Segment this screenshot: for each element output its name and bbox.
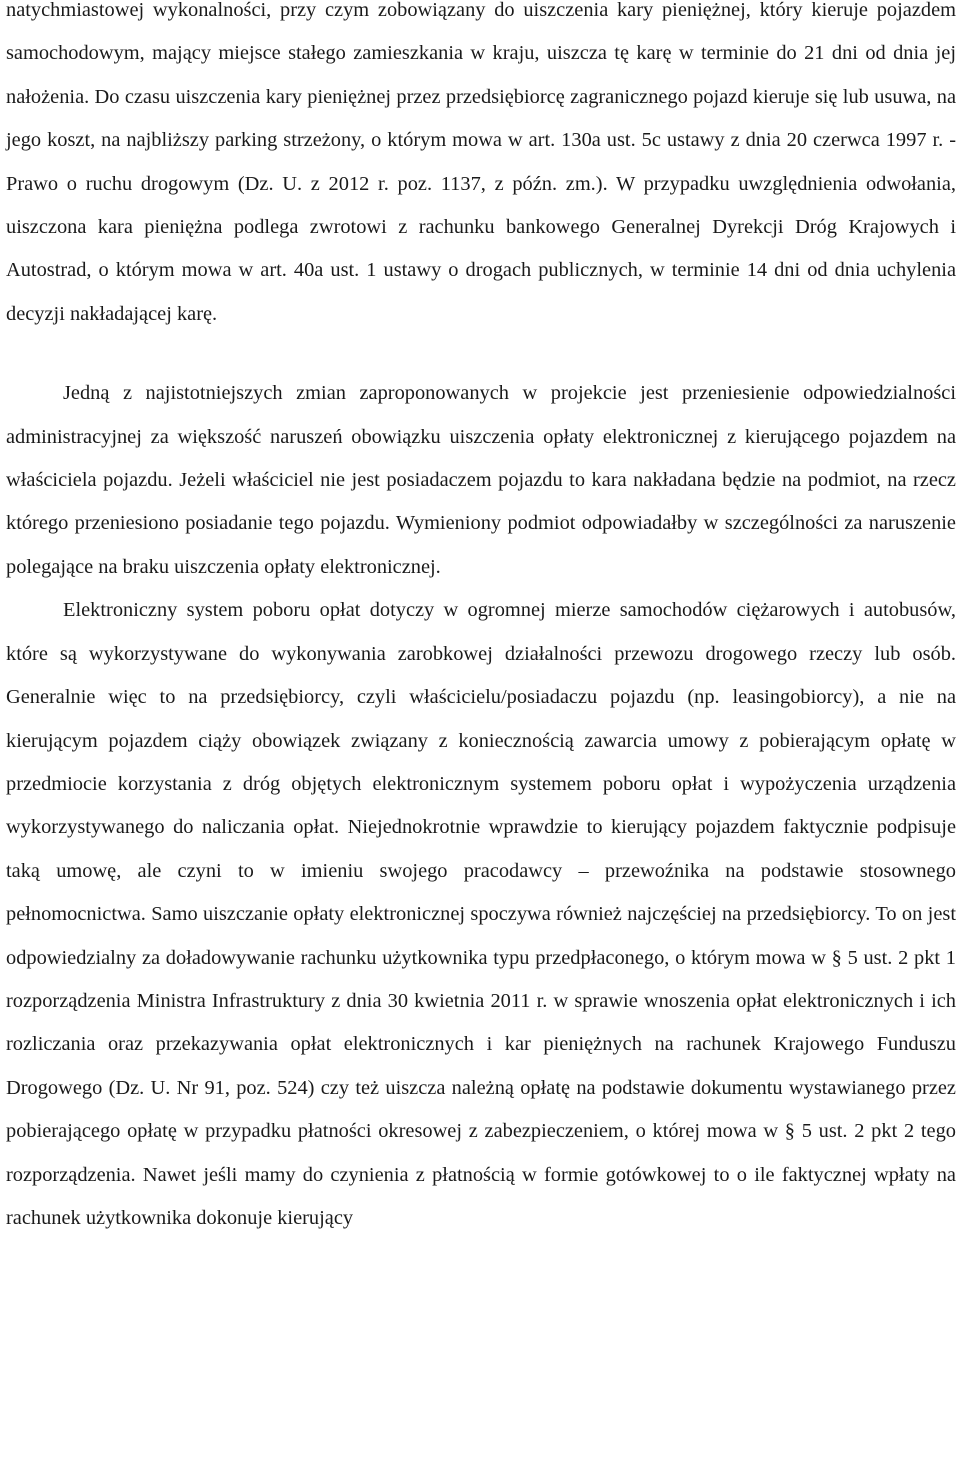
paragraph-1-continuation: natychmiastowej wykonalności, przy czym zobowiązany do uiszczenia kary pieniężnej, który kieruje pojazdem samochodowym, mający miejsce stałego zamieszkania w kraju, uiszcza tę karę w terminie do 21 dni od dnia jej nałożenia. Do czasu uiszczenia kary pieniężnej przez przedsiębiorcę zagranicznego pojazd kieruje się lub usuwa, na jego koszt, na najbliższy parking strzeżony, o którym mowa w art. 130a ust. 5c ustawy z dnia 20 czerwca 1997 r. - Prawo o ruchu drogowym (Dz. U. z 2012 r. poz. 1137, z późn. zm.). W przypadku uwzględnienia odwołania, uiszczona kara pieniężna podlega zwrotowi z rachunku bankowego Generalnej Dyrekcji Dróg Krajowych i Autostrad, o którym mowa w art. 40a ust. 1 ustawy o drogach publicznych, w terminie 14 dni od dnia uchylenia decyzji nakładającej karę. bbox=[6, 0, 956, 325]
paragraph-3: Elektroniczny system poboru opłat dotyczy w ogromnej mierze samochodów ciężarowych i autobusów, które są wykorzystywane do wykonywania zarobkowej działalności przewozu drogowego rzeczy lub osób. Generalnie więc to na przedsiębiorcy, czyli właścicielu/posiadaczu pojazdu (np. leasingobiorcy), a nie na kierującym pojazdem ciąży obowiązek związany z koniecznością zawarcia umowy z pobierającym opłatę w przedmiocie korzystania z dróg objętych elektronicznym systemem poboru opłat i wypożyczenia urządzenia wykorzystywanego do naliczania opłat. Niejednokrotnie wprawdzie to kierujący pojazdem faktycznie podpisuje taką umowę, ale czyni to w imieniu swojego pracodawcy – przewoźnika na podstawie stosownego pełnomocnictwa. Samo uiszczanie opłaty elektronicznej spoczywa również najczęściej na przedsiębiorcy. To on jest odpowiedzialny za doładowywanie rachunku użytkownika typu przedpłaconego, o którym mowa w § 5 ust. 2 pkt 1 rozporządzenia Ministra Infrastruktury z dnia 30 kwietnia 2011 r. w sprawie wnoszenia opłat elektronicznych i ich rozliczania oraz przekazywania opłat elektronicznych i kar pieniężnych na rachunek Krajowego Funduszu Drogowego (Dz. U. Nr 91, poz. 524) czy też uiszcza należną opłatę na podstawie dokumentu wystawianego przez pobierającego opłatę w przypadku płatności okresowej z zabezpieczeniem, o której mowa w § 5 ust. 2 pkt 2 tego rozporządzenia. Nawet jeśli mamy do czynienia z płatnością w formie gotówkowej to o ile faktycznej wpłaty na rachunek użytkownika dokonuje kierujący bbox=[6, 599, 956, 1229]
paragraph-2: Jedną z najistotniejszych zmian zaproponowanych w projekcie jest przeniesienie odpowiedzialności administracyjnej za większość naruszeń obowiązku uiszczenia opłaty elektronicznej z kierującego pojazdem na właściciela pojazdu. Jeżeli właściciel nie jest posiadaczem pojazdu to kara nakładana będzie na podmiot, na rzecz którego przeniesiono posiadanie tego pojazdu. Wymieniony podmiot odpowiadałby w szczególności za naruszenie polegające na braku uiszczenia opłaty elektronicznej. bbox=[6, 382, 956, 578]
document-page bbox=[6, 0, 956, 1240]
